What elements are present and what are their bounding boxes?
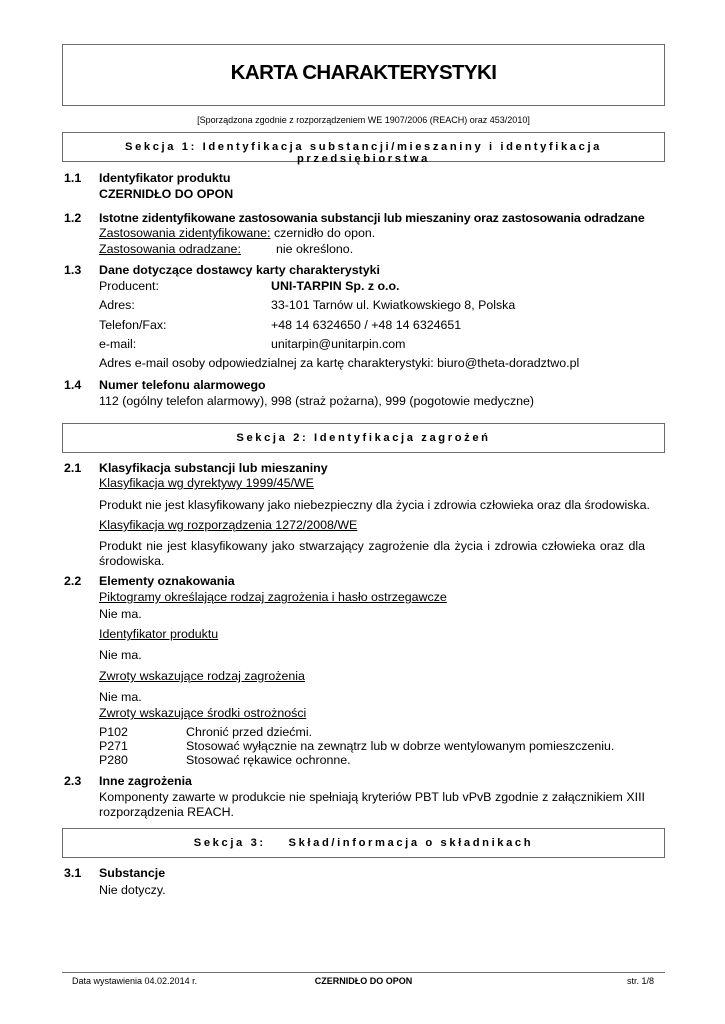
phone-value: +48 14 6324650 / +48 14 6324651 [271,318,462,332]
s22-number: 2.2 [64,574,82,588]
s13-number: 1.3 [64,263,82,277]
identified-uses [99,226,375,240]
address-value: 33-101 Tarnów ul. Kwiatkowskiego 8, Polska [271,298,516,312]
phrase-text: Chronić przed dziećmi. [186,725,313,739]
identified-uses-value: czernidło do opon. [270,226,376,240]
s14-title: Numer telefonu alarmowego [99,378,266,392]
substances-text: Nie dotyczy. [99,883,166,897]
product-identifier-value: Nie ma. [99,648,142,662]
footer-page: str. 1/8 [626,976,654,986]
footer-date: Data wystawienia 04.02.2014 r. [72,976,198,986]
s14-number: 1.4 [64,378,82,392]
phrase-code: P102 [99,725,128,739]
document-title: KARTA CHARAKTERYSTYKI [230,61,497,84]
directive-classification-text: Produkt nie jest klasyfikowany jako niebezpieczny dla życia i zdrowia człowieka oraz dla środowiska. [99,498,650,512]
product-name: CZERNIDŁO DO OPON [99,187,234,201]
producer-label: Producent: [99,279,159,293]
identified-uses-label: Zastosowania zidentyfikowane: [99,226,271,240]
footer-product: CZERNIDŁO DO OPON [314,976,413,986]
section1-heading: Sekcja 1: Identyfikacja substancji/mieszaniny i identyfikacja przedsiębiorstwa [125,141,602,165]
s23-title: Inne zagrożenia [99,774,192,788]
phrase-code: P280 [99,753,128,767]
section2-heading: Sekcja 2: Identyfikacja zagrożeń [236,432,491,444]
s31-number: 3.1 [64,866,82,880]
s11-title: Identyfikator produktu [99,171,231,185]
pictograms-value: Nie ma. [99,607,142,621]
regulation-classification-label: Klasyfikacja wg rozporządzenia 1272/2008/WE [99,518,358,532]
footer-divider [62,972,665,973]
phrase-code: P271 [99,739,128,753]
advised-against-label: Zastosowania odradzane: [99,242,241,256]
other-hazards-text: Komponenty zawarte w produkcie nie spełniają kryteriów PBT lub vPvB zgodnie z załącznikiem XIII rozporządzenia REACH. [99,790,645,819]
s21-title: Klasyfikacja substancji lub mieszaniny [99,461,328,475]
emergency-phones: 112 (ogólny telefon alarmowy), 998 (straż pożarna), 999 (pogotowie medyczne) [99,394,535,408]
email-label: e-mail: [99,337,137,351]
s13-title: Dane dotyczące dostawcy karty charakterystyki [99,263,380,277]
regulation-note: [Sporządzona zgodnie z rozporządzeniem WE 1907/2006 (REACH) oraz 453/2010] [197,115,530,125]
regulation-classification-text: Produkt nie jest klasyfikowany jako stwarzający zagrożenie dla życia i zdrowia człowieka oraz dla środowiska. [99,539,645,568]
producer-value: UNI-TARPIN Sp. z o.o. [271,279,400,293]
section3-heading: Sekcja 3: Skład/informacja o składnikach [193,837,534,849]
phrase-text: Stosować rękawice ochronne. [186,753,351,767]
advised-against-value: nie określono. [276,242,354,256]
s22-title: Elementy oznakowania [99,574,235,588]
directive-classification-label: Klasyfikacja wg dyrektywy 1999/45/WE [99,476,314,490]
hazard-statements-value: Nie ma. [99,690,142,704]
s11-number: 1.1 [64,171,82,185]
responsible-email: Adres e-mail osoby odpowiedzialnej za kartę charakterystyki: biuro@theta-doradztwo.pl [99,356,580,370]
product-identifier-label: Identyfikator produktu [99,627,219,641]
s23-number: 2.3 [64,774,82,788]
precautionary-statements-label: Zwroty wskazujące środki ostrożności [99,706,307,720]
email-value: unitarpin@unitarpin.com [271,337,406,351]
s31-title: Substancje [99,866,166,880]
s12-title: Istotne zidentyfikowane zastosowania substancji lub mieszaniny oraz zastosowania odradzane [99,211,645,225]
s12-number: 1.2 [64,211,82,225]
s21-number: 2.1 [64,461,82,475]
address-label: Adres: [99,298,135,312]
phrase-text: Stosować wyłącznie na zewnątrz lub w dobrze wentylowanym pomieszczeniu. [186,739,615,753]
hazard-statements-label: Zwroty wskazujące rodzaj zagrożenia [99,669,305,683]
phone-label: Telefon/Fax: [99,318,167,332]
pictograms-label: Piktogramy określające rodzaj zagrożenia i hasło ostrzegawcze [99,590,447,604]
